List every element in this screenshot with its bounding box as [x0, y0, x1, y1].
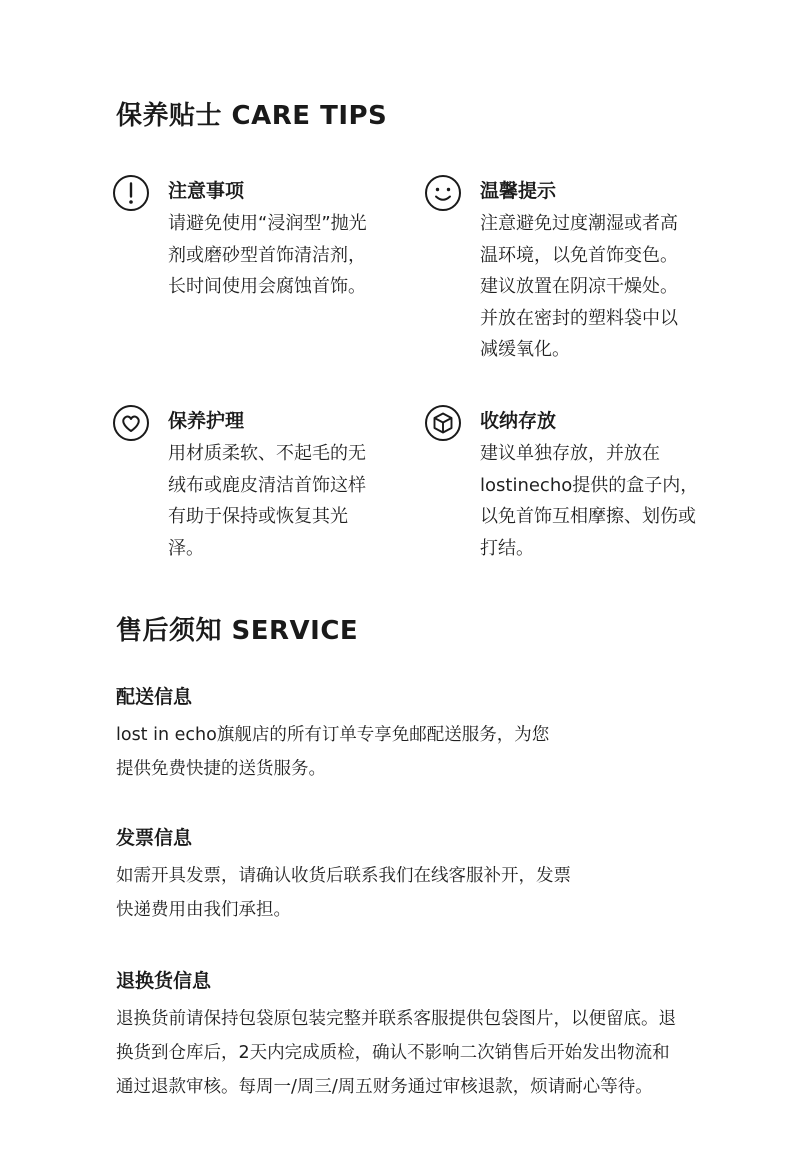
- service-item-title: 发票信息: [116, 827, 193, 849]
- tip-title: 保养护理: [168, 410, 245, 432]
- exclamation-circle-icon: [112, 174, 150, 212]
- tip-body: 注意避免过度潮湿或者高温环境，以免首饰变色。建议放置在阴凉干燥处。并放在密封的塑料袋中以减缓氧化。: [480, 213, 678, 360]
- tip-body: 建议单独存放，并放在lostinecho提供的盒子内，以免首饰互相摩擦、划伤或打结。: [480, 443, 699, 559]
- heart-circle-icon: [112, 404, 150, 442]
- tip-title: 收纳存放: [480, 410, 557, 432]
- tip-body: 用材质柔软、不起毛的无绒布或鹿皮清洁首饰这样有助于保持或恢复其光泽。: [168, 443, 366, 559]
- tip-title: 温馨提示: [480, 180, 557, 202]
- box-circle-icon: [424, 404, 462, 442]
- tip-body: 请避免使用“浸润型”抛光剂或磨砂型首饰清洁剂，长时间使用会腐蚀首饰。: [168, 213, 367, 297]
- tip-title: 注意事项: [168, 180, 245, 202]
- smiley-face-icon: [424, 174, 462, 212]
- service-item-body: lost in echo旗舰店的所有订单专享免邮配送服务，为您提供免费快捷的送货服务。: [116, 725, 550, 779]
- service-item-delivery: [116, 682, 716, 786]
- service-heading: 售后须知 SERVICE: [116, 616, 359, 646]
- service-item-invoice: [116, 823, 716, 927]
- service-item-body: 如需开具发票，请确认收货后联系我们在线客服补开，发票快递费用由我们承担。: [116, 866, 571, 920]
- service-item-body: 退换货前请保持包袋原包装完整并联系客服提供包袋图片，以便留底。退换货到仓库后，2天内完成质检，确认不影响二次销售后开始发出物流和通过退款审核。每周一/周三/周五财务通过审核退款，烦请耐心等待。: [116, 1009, 676, 1097]
- service-item-title: 配送信息: [116, 686, 193, 708]
- service-item-returns: [116, 966, 716, 1104]
- service-item-title: 退换货信息: [116, 970, 212, 992]
- care-tips-heading: 保养贴士 CARE TIPS: [116, 101, 388, 131]
